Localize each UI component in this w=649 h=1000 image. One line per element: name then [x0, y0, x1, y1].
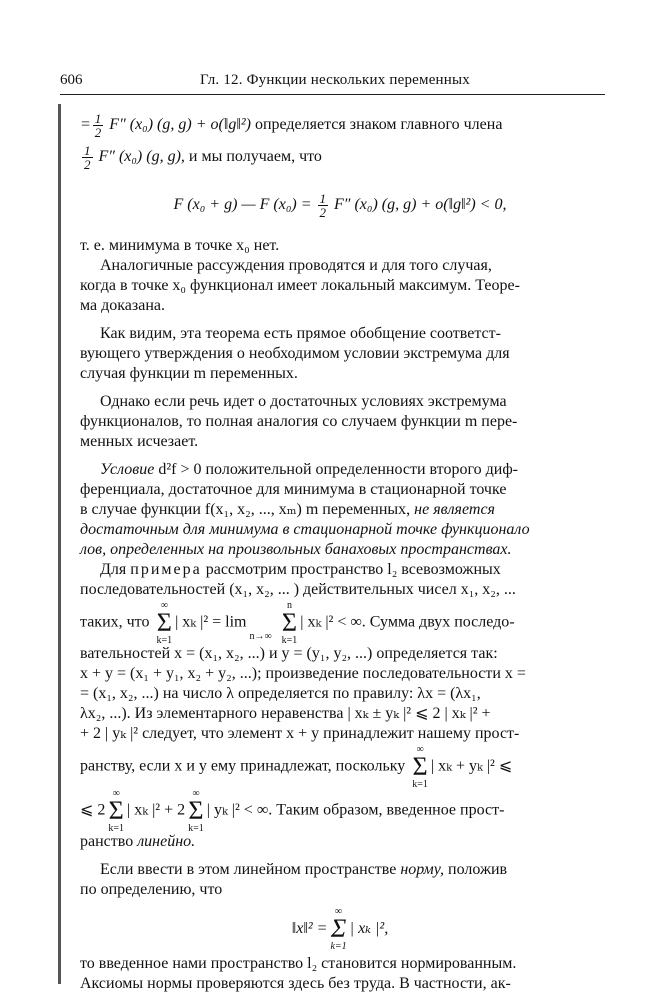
text-line: Аналогичные рассуждения проводятся и для того случая,	[100, 257, 492, 274]
page-number: 606	[60, 72, 83, 88]
running-head: Гл. 12. Функции нескольких переменных	[200, 72, 470, 88]
sum-symbol: ∞ Σ k=1	[412, 744, 428, 790]
text-line: Как видим, эта теорема есть прямое обобщение соответст-	[100, 325, 501, 342]
text-line: Однако если речь идет о достаточных условиях экстремума	[100, 393, 507, 410]
text-line: т. е. минимума в точке x₀ нет.	[80, 237, 280, 254]
text-line: x + y = (x₁ + y₁, x₂ + y₂, ...); произведение последовательности x =	[80, 665, 526, 682]
text-line: ранство линейно.	[80, 833, 196, 850]
text-line: Для примера рассмотрим пространство l₂ всевозможных	[100, 561, 501, 578]
text-line: ⩽ 2 ∞ Σ k=1 | xₖ |² + 2 ∞ Σ k=1 | yₖ |² < ∞. Таким образом, введенное прост-	[80, 788, 505, 834]
text-line: Если ввести в этом линейном пространстве норму, положив	[100, 861, 508, 878]
text-line: то введенное нами пространство l₂ становится нормированным.	[80, 955, 517, 972]
fraction: $\frac{1}{2}$	[84, 142, 91, 172]
text-line: вующего утверждения о необходимом условии экстремума для	[80, 345, 510, 362]
page-body	[80, 110, 600, 994]
fraction: $\frac{1}{2}$	[319, 190, 327, 220]
text-line: λx₂, ...). Из элементарного неравенства | xₖ ± yₖ |² ⩽ 2 | xₖ |² +	[80, 705, 491, 722]
text-line: ма доказана.	[80, 297, 165, 314]
text-line: = $\frac{1}{2}$ F″ (x₀) (g, g) + o(‖g‖²) определяется знаком главного члена	[80, 110, 503, 140]
text-line: ференциала, достаточное для минимума в стационарной точке	[80, 481, 507, 498]
text-line: Условие d²f > 0 положительной определенности второго диф-	[100, 461, 519, 478]
sum-symbol: ∞ Σ k=1	[108, 788, 125, 834]
text-line: таких, что ∞ Σ k=1 | xₖ |² = lim n→∞ n Σ k=1 | xₖ |² < ∞. Сумма двух последо-	[80, 600, 515, 646]
text-line: в случае функции f(x₁, x₂, ..., xₘ) m переменных, не является	[80, 501, 495, 518]
margin-rule	[58, 104, 61, 984]
lim-subscript: n→∞	[249, 630, 272, 642]
fraction: $\frac{1}{2}$	[94, 110, 102, 140]
text-line: лов, определенных на произвольных банаховых пространствах.	[80, 541, 512, 558]
sum-symbol: ∞ Σ k=1	[156, 600, 173, 646]
text-line: случая функции m переменных.	[80, 365, 298, 382]
text-line: вательностей x = (x₁, x₂, ...) и y = (y₁, y₂, ...) определяется так:	[80, 645, 498, 662]
text-line: + 2 | yₖ |² следует, что элемент x + y принадлежит нашему прост-	[80, 725, 520, 742]
text-line: = (x₁, x₂, ...) на число λ определяется по правилу: λx = (λx₁,	[80, 685, 481, 702]
text-line: последовательностей (x₁, x₂, ... ) действительных чисел x₁, x₂, ...	[80, 581, 516, 598]
text-line: достаточным для минимума в стационарной точке функционало	[80, 521, 530, 538]
text-line: ранству, если x и y ему принадлежат, поскольку ∞ Σ k=1 | xₖ + yₖ |² ⩽	[80, 744, 513, 790]
text-line: $\frac{1}{2}$ F″ (x₀) (g, g), и мы получаем, что	[84, 142, 322, 172]
sum-symbol: ∞ Σ k=1	[188, 788, 204, 834]
sum-symbol: n Σ k=1	[281, 600, 298, 646]
text-line: по определению, что	[80, 881, 223, 898]
text-line: функционалов, то полная аналогия со случаем функции m пере-	[80, 413, 518, 430]
page-header	[60, 72, 605, 95]
text-line: менных исчезает.	[80, 433, 199, 450]
display-formula: F (x₀ + g) — F (x₀) = $\frac{1}{2}$ F″ (x₀) (g, g) + o(‖g‖²) < 0,	[173, 190, 507, 220]
text-line: Аксиомы нормы проверяются здесь без труда. В частности, ак-	[80, 975, 511, 992]
display-formula: ‖x‖² = ∞ Σ k=1 | xₖ |²,	[291, 906, 389, 953]
text-line: когда в точке x₀ функционал имеет локальный максимум. Теоре-	[80, 277, 520, 294]
sum-symbol: ∞ Σ k=1	[330, 906, 347, 953]
